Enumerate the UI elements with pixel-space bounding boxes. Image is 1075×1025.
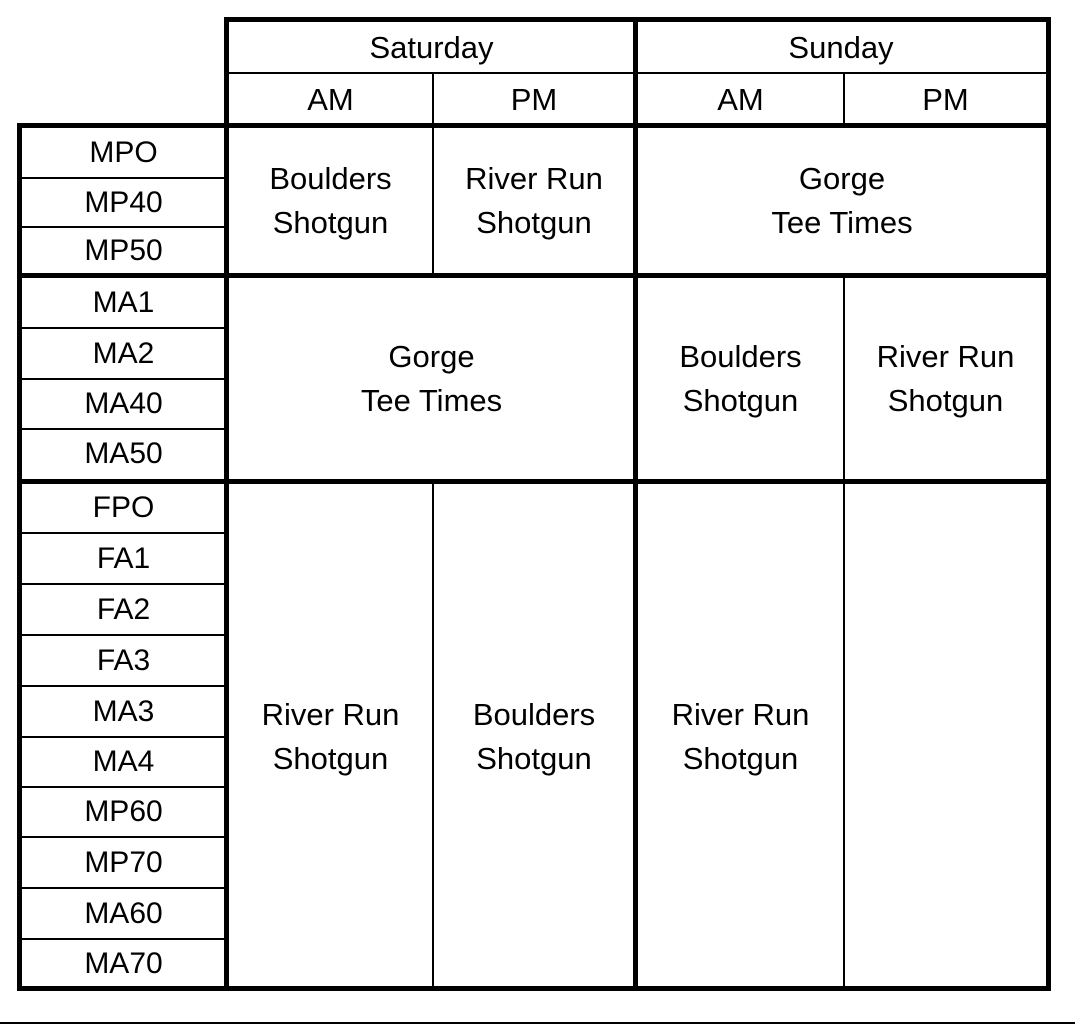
division-label: MA50 bbox=[84, 437, 163, 470]
grid-line bbox=[17, 887, 226, 889]
grid-line bbox=[432, 479, 434, 988]
course-name: River Run bbox=[671, 696, 810, 732]
start-format: Shotgun bbox=[272, 740, 389, 776]
division-label: MA60 bbox=[84, 896, 163, 930]
event-cell-group1-sun bbox=[638, 128, 1046, 273]
division-label: MA1 bbox=[92, 285, 155, 319]
division-label: FA2 bbox=[96, 592, 151, 626]
day-header-sunday: Sunday bbox=[788, 29, 894, 65]
course-name: Gorge bbox=[798, 161, 886, 196]
session-header-sunday-am: AM bbox=[717, 81, 764, 117]
division-label: MP40 bbox=[84, 185, 163, 219]
grid-line bbox=[224, 17, 229, 991]
event-cell-group3-sat-am bbox=[229, 484, 432, 988]
event-cell-group2-sun-pm bbox=[845, 278, 1046, 478]
grid-line bbox=[17, 177, 226, 179]
event-cell-group1-sat-am bbox=[229, 128, 432, 273]
division-label: MA40 bbox=[84, 387, 163, 420]
grid-line bbox=[17, 428, 226, 430]
start-format: Shotgun bbox=[887, 382, 1004, 418]
grid-line bbox=[17, 938, 226, 940]
start-format: Shotgun bbox=[682, 740, 799, 776]
division-label: MP50 bbox=[84, 233, 163, 267]
course-name: River Run bbox=[465, 161, 603, 196]
division-label: MA3 bbox=[92, 694, 155, 728]
grid-line bbox=[17, 226, 226, 228]
division-label: MPO bbox=[89, 135, 158, 169]
page-bottom-rule bbox=[0, 1022, 1075, 1024]
grid-line bbox=[17, 273, 1051, 278]
event-cell-group3-sat-pm bbox=[434, 484, 634, 988]
event-cell-group3-sun-pm bbox=[845, 484, 1046, 988]
day-header-saturday: Saturday bbox=[369, 29, 494, 65]
course-name: River Run bbox=[876, 338, 1015, 374]
course-name: Gorge bbox=[388, 338, 475, 374]
course-name: Boulders bbox=[269, 161, 392, 196]
grid-line bbox=[633, 17, 638, 991]
course-name: River Run bbox=[261, 696, 400, 732]
grid-line bbox=[17, 378, 226, 380]
grid-line bbox=[17, 634, 226, 636]
grid-line bbox=[17, 123, 22, 991]
start-format: Tee Times bbox=[360, 382, 503, 418]
grid-line bbox=[843, 273, 845, 988]
division-label: MA2 bbox=[92, 336, 155, 370]
grid-line bbox=[843, 72, 845, 125]
grid-line bbox=[432, 72, 434, 273]
grid-line bbox=[17, 836, 226, 838]
grid-line bbox=[17, 685, 226, 687]
session-header-saturday-pm: PM bbox=[510, 81, 558, 117]
division-label: FA3 bbox=[96, 643, 151, 677]
start-format: Shotgun bbox=[682, 382, 799, 418]
session-header-sunday-pm: PM bbox=[922, 81, 969, 117]
grid-line bbox=[17, 327, 226, 329]
grid-line bbox=[17, 479, 1051, 484]
division-label: MP70 bbox=[84, 845, 163, 879]
division-label: FPO bbox=[92, 491, 155, 524]
start-format: Tee Times bbox=[771, 205, 913, 240]
division-label: MA70 bbox=[84, 947, 163, 980]
event-cell-group2-sat bbox=[229, 278, 634, 478]
course-name: Boulders bbox=[472, 696, 596, 732]
grid-line bbox=[17, 986, 1051, 991]
event-cell-group1-sat-pm bbox=[434, 128, 634, 273]
session-header-saturday-am: AM bbox=[307, 81, 354, 117]
division-label: MP60 bbox=[84, 795, 163, 828]
division-label: FA1 bbox=[96, 541, 151, 575]
grid-line bbox=[17, 123, 1051, 128]
event-cell-group2-sun-am bbox=[638, 278, 843, 478]
start-format: Shotgun bbox=[476, 205, 592, 240]
course-name: Boulders bbox=[679, 338, 802, 374]
division-label: MA4 bbox=[92, 745, 155, 778]
start-format: Shotgun bbox=[476, 740, 592, 776]
event-cell-group3-sun-am bbox=[638, 484, 843, 988]
grid-line bbox=[17, 786, 226, 788]
start-format: Shotgun bbox=[272, 205, 389, 240]
grid-line bbox=[17, 583, 226, 585]
grid-line bbox=[17, 532, 226, 534]
grid-line bbox=[17, 736, 226, 738]
grid-line bbox=[1046, 17, 1051, 991]
